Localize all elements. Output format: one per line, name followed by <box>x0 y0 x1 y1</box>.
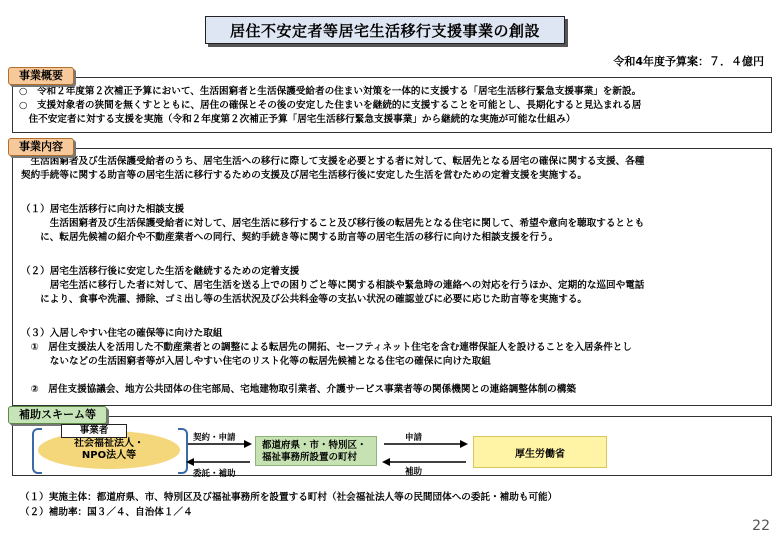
section3-item1-line: ① 居住支援法人を活用した不動産業者との調整による転居先の開拓、セーフティネット住宅を含む連帯保証人を設けることを入居条件とし <box>21 342 632 353</box>
overview-line: ○ 令和２年度第２次補正予算において、生活困窮者と生活保護受給者の住まい対策を一体的に支援する「居宅生活移行緊急支援事業」を新設。 <box>19 86 642 97</box>
content-box <box>12 148 772 406</box>
content-intro-line: 契約手続等に関する助言等の居宅生活に移行するための支援及び居宅生活移行後に安定した生活を営むための定着支援を実施する。 <box>21 170 588 181</box>
scheme-tag: 補助スキーム等 <box>8 406 107 424</box>
arrow-label-application: 申請 <box>405 433 423 443</box>
budget-label: 令和4年度予算案：７．４億円 <box>613 55 764 68</box>
left-arrows-icon <box>186 440 252 470</box>
section3-item1-line: ないなどの生活困窮者等が入居しやすい住宅のリスト化等の転居先候補となる住宅の確保に向けた取組 <box>21 356 491 367</box>
section2-heading: （２）居宅生活移行後に安定した生活を継続するための定着支援 <box>21 266 300 277</box>
content-tag: 事業内容 <box>8 138 74 156</box>
arrow-label-grant: 補助 <box>405 467 423 477</box>
government-line-1: 都道府県・市・特別区・ <box>262 440 367 451</box>
overview-line: ○ 支援対象者の狭間を無くすとともに、居住の確保とその後の安定した住まいを継続的に支援することを可能とし、長期化すると見込まれる居 <box>19 100 642 111</box>
provider-label: 事業者 <box>61 424 127 438</box>
scheme-note-2: （２）補助率：国３／４、自治体１／４ <box>20 507 193 518</box>
government-box <box>255 436 377 466</box>
section1-line: に、転居先候補の紹介や不動産業者への同行、契約手続き等に関する助言等の居宅生活の移行に向けた相談支援を行う。 <box>21 232 559 243</box>
page-number: 22 <box>752 518 770 534</box>
overview-tag: 事業概要 <box>8 67 74 85</box>
scheme-note-1: （１）実施主体：都道府県、市、特別区及び福祉事務所を設置する町村（社会福祉法人等の民間団体への委託・補助も可能） <box>20 492 558 503</box>
mhlw-box: 厚生労働省 <box>473 436 607 468</box>
government-line-2: 福祉事務所設置の町村 <box>262 452 358 463</box>
section3-item2: ② 居住支援協議会、地方公共団体の住宅部局、宅地建物取引業者、介護サービス事業者等の関係機関との連絡調整体制の構築 <box>21 384 576 395</box>
page-title: 居住不安定者等居宅生活移行支援事業の創設 <box>205 16 565 44</box>
section2-line: により、食事や洗濯、掃除、ゴミ出し等の生活状況及び公共料金等の支払い状況の確認並びに必要に応じた助言等を実施する。 <box>21 294 588 305</box>
section1-heading: （１）居宅生活移行に向けた相談支援 <box>21 204 185 215</box>
provider-name-2: NPO法人等 <box>81 450 137 461</box>
arrow-label-subsidy: 委託・補助 <box>193 469 236 479</box>
content-intro-line: 生活困窮者及び生活保護受給者のうち、居宅生活への移行に際して支援を必要とする者に対して、転居先となる居宅の確保に関する支援、各種 <box>21 156 645 167</box>
arrow-label-contract: 契約・申請 <box>193 433 236 443</box>
right-arrows-icon <box>382 440 468 470</box>
overview-box <box>12 77 772 133</box>
section2-line: 居宅生活に移行した者に対して、居宅生活を送る上での困りごと等に関する相談や緊急時の連絡への対応を行うほか、定期的な巡回や電話 <box>21 280 645 291</box>
overview-line: 住不安定者に対する支援を実施（令和２年度第２次補正予算「居宅生活移行緊急支援事業」から継続的な実施が可能な仕組み） <box>19 114 576 125</box>
provider-name-1: 社会福祉法人・ <box>74 438 144 449</box>
section1-line: 生活困窮者及び生活保護受給者に対して、居宅生活に移行すること及び移行後の転居先となる住宅に関して、希望や意向を聴取するととも <box>21 218 645 229</box>
section3-heading: （３）入居しやすい住宅の確保等に向けた取組 <box>21 328 223 339</box>
